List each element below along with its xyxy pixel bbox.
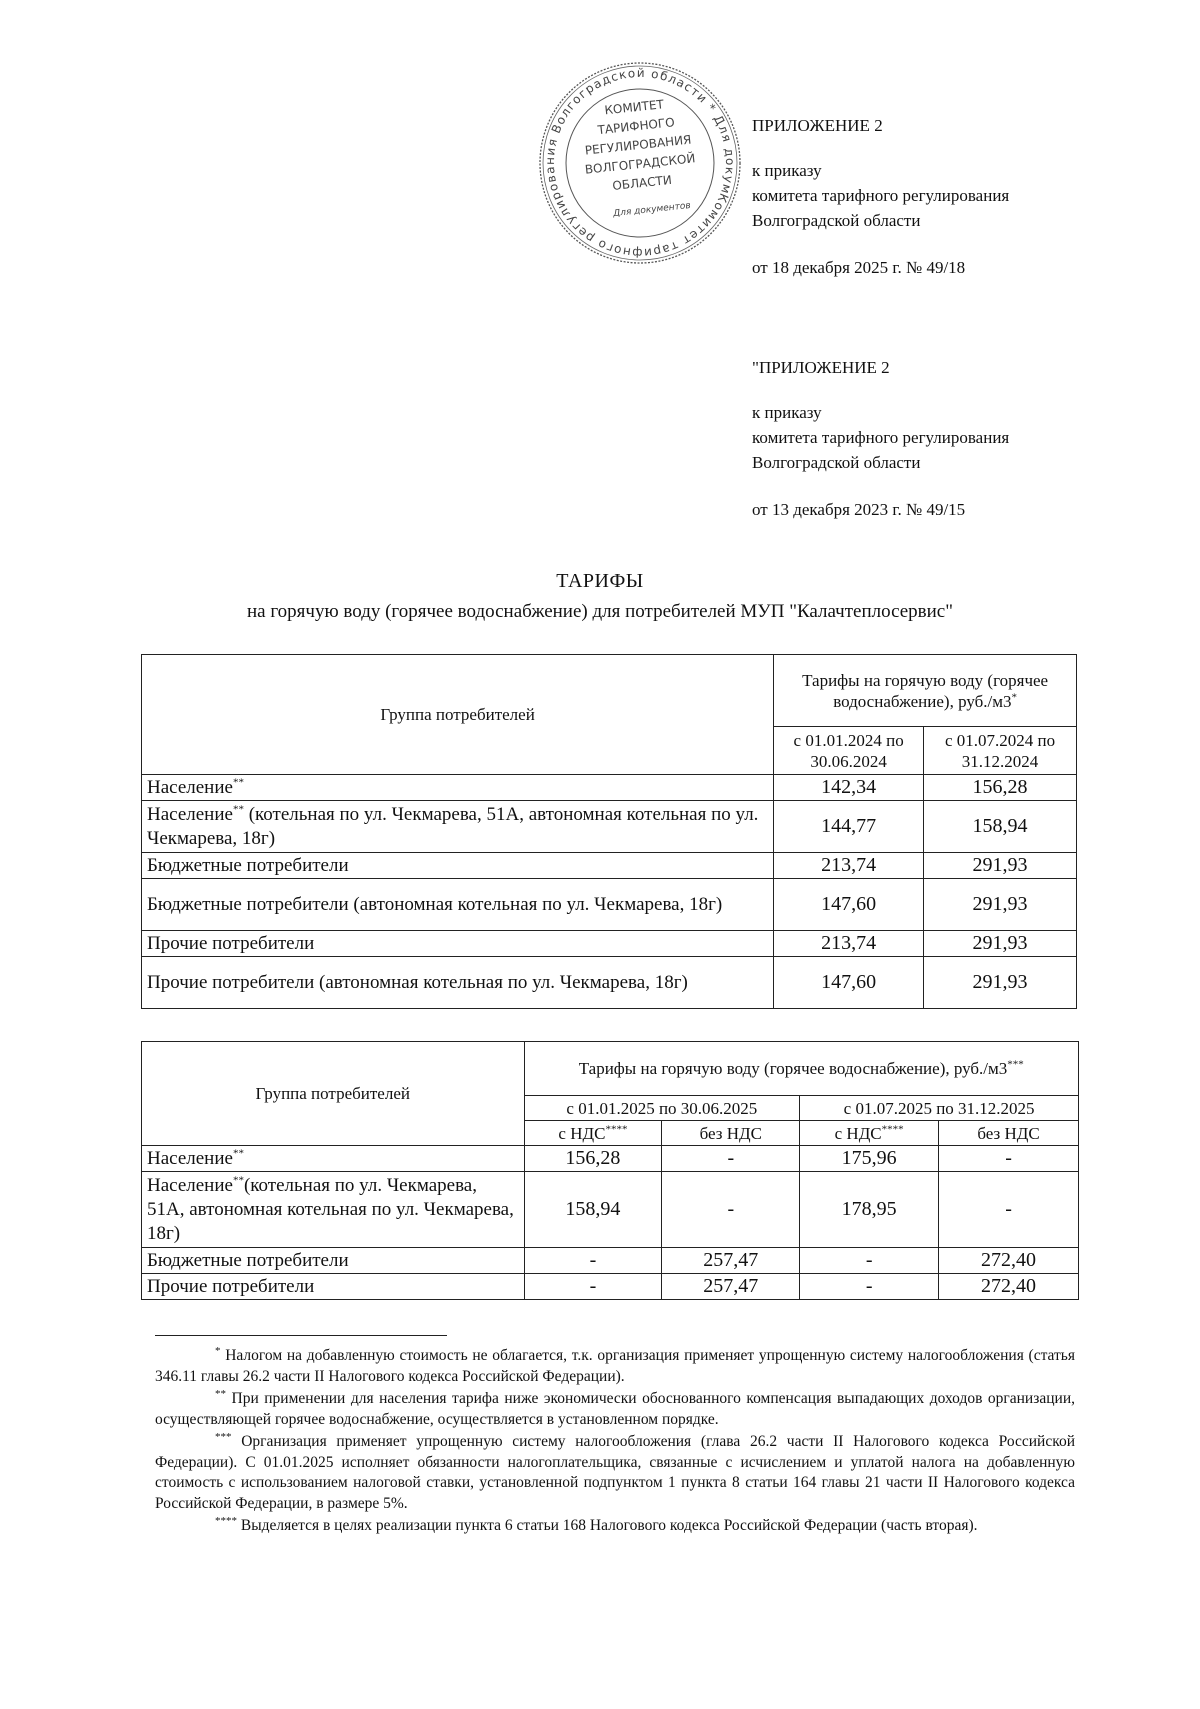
table-row: Бюджетные потребители 213,74 291,93 <box>142 853 1077 879</box>
footnote: ** При применении для населения тарифа ниже экономически обоснованного компенсация выпадающих доходов организации, осуществляющей горячее водоснабжение, осуществляется в установленном порядке. <box>155 1387 1075 1428</box>
col-header-period: с 01.01.2024 по 30.06.2024 <box>774 727 924 775</box>
tariff-value: - <box>662 1146 800 1172</box>
footnotes <box>155 1346 1075 1539</box>
table-row: Прочие потребители 213,74 291,93 <box>142 931 1077 957</box>
table-row: Прочие потребители - 257,47 - 272,40 <box>142 1274 1079 1300</box>
tariff-table-2025 <box>141 1041 1079 1300</box>
tariff-value: 291,93 <box>924 879 1077 931</box>
col-header-tariffs: Тарифы на горячую воду (горячее водоснабжение), руб./м3* <box>774 655 1077 727</box>
stamp-line: КОМИТЕТ <box>603 97 665 118</box>
tariff-value: 147,60 <box>774 957 924 1009</box>
order-date: от 13 декабря 2023 г. № 49/15 <box>752 500 966 519</box>
col-header-period: с 01.07.2024 по 31.12.2024 <box>924 727 1077 775</box>
document-title: ТАРИФЫ <box>556 570 644 592</box>
order-date: от 18 декабря 2025 г. № 49/18 <box>752 258 966 277</box>
order-ref: к приказу <box>752 161 822 180</box>
col-header-period: с 01.01.2025 по 30.06.2025 <box>524 1096 800 1121</box>
appendix-title: "ПРИЛОЖЕНИЕ 2 <box>752 358 890 377</box>
tariff-value: 156,28 <box>524 1146 662 1172</box>
footnote: * Налогом на добавленную стоимость не облагается, т.к. организация применяет упрощенную систему налогообложения (статья 346.11 главы 26.2 части II Налогового кодекса Российской Федерации). <box>155 1344 1075 1385</box>
table-row: Население** (котельная по ул. Чекмарева, 51А, автономная котельная по ул. Чекмарева, 18г) 144,77 158,94 <box>142 801 1077 853</box>
appendix-header-new <box>752 113 1009 280</box>
col-header-without-vat: без НДС <box>662 1121 800 1146</box>
table-row: Население** 142,34 156,28 <box>142 775 1077 801</box>
table-row: Прочие потребители (автономная котельная по ул. Чекмарева, 18г) 147,60 291,93 <box>142 957 1077 1009</box>
tariff-value: - <box>800 1248 939 1274</box>
document-subtitle: на горячую воду (горячее водоснабжение) для потребителей МУП "Калачтеплосервис" <box>246 601 953 622</box>
tariff-value: 142,34 <box>774 775 924 801</box>
region-name: Волгоградской области <box>752 211 921 230</box>
tariff-value: 156,28 <box>924 775 1077 801</box>
table-row: Население** 156,28 - 175,96 - <box>142 1146 1079 1172</box>
stamp-line: ВОЛГОГРАДСКОЙ <box>584 151 697 177</box>
tariff-value: - <box>939 1172 1079 1248</box>
tariff-value: 158,94 <box>524 1172 662 1248</box>
tariff-value: 178,95 <box>800 1172 939 1248</box>
official-stamp <box>535 58 745 268</box>
tariff-value: 257,47 <box>662 1274 800 1300</box>
order-ref: к приказу <box>752 403 822 422</box>
stamp-ring-text: Комитет тарифного регулирования Волгоградской области * Для документов <box>542 65 738 261</box>
stamp-bottom-text: Для документов <box>612 200 692 220</box>
tariff-value: 272,40 <box>939 1274 1079 1300</box>
col-header-group: Группа потребителей <box>142 655 774 775</box>
tariff-value: 144,77 <box>774 801 924 853</box>
col-header-with-vat: с НДС**** <box>524 1121 662 1146</box>
tariff-value: 175,96 <box>800 1146 939 1172</box>
tariff-value: 147,60 <box>774 879 924 931</box>
col-header-tariffs: Тарифы на горячую воду (горячее водоснабжение), руб./м3*** <box>524 1042 1079 1096</box>
appendix-header-old <box>752 355 1009 522</box>
table-row: Бюджетные потребители (автономная котельная по ул. Чекмарева, 18г) 147,60 291,93 <box>142 879 1077 931</box>
tariff-value: - <box>524 1248 662 1274</box>
tariff-value: 257,47 <box>662 1248 800 1274</box>
stamp-line: РЕГУЛИРОВАНИЯ <box>584 132 693 158</box>
tariff-value: 291,93 <box>924 853 1077 879</box>
footnote: *** Организация применяет упрощенную систему налогообложения (глава 26.2 части II Налогового кодекса Российской Федерации). С 01.01.2025 исполняет обязанности налогоплательщика, связанные с исчислением и уплатой налога на добавленную стоимость с использованием налоговой ставки, установленной подпунктом 1 пункта 8 статьи 164 главы 21 части II Налогового кодекса Российской Федерации, в размере 5%. <box>155 1430 1075 1512</box>
col-header-period: с 01.07.2025 по 31.12.2025 <box>800 1096 1079 1121</box>
tariff-value: - <box>939 1146 1079 1172</box>
appendix-title: ПРИЛОЖЕНИЕ 2 <box>752 116 883 135</box>
stamp-line: ТАРИФНОГО <box>596 115 676 138</box>
tariff-value: 213,74 <box>774 931 924 957</box>
tariff-value: 158,94 <box>924 801 1077 853</box>
col-header-with-vat: с НДС**** <box>800 1121 939 1146</box>
tariff-value: 291,93 <box>924 957 1077 1009</box>
region-name: Волгоградской области <box>752 453 921 472</box>
tariff-value: - <box>662 1172 800 1248</box>
footnote: **** Выделяется в целях реализации пункта 6 статьи 168 Налогового кодекса Российской Федерации (часть вторая). <box>215 1514 978 1534</box>
committee-name: комитета тарифного регулирования <box>752 428 1010 447</box>
footnote-divider <box>155 1335 447 1336</box>
table-row: Бюджетные потребители - 257,47 - 272,40 <box>142 1248 1079 1274</box>
tariff-table-2024 <box>141 654 1077 1009</box>
tariff-value: - <box>800 1274 939 1300</box>
stamp-line: ОБЛАСТИ <box>611 172 673 193</box>
col-header-group: Группа потребителей <box>142 1042 525 1146</box>
committee-name: комитета тарифного регулирования <box>752 186 1010 205</box>
col-header-without-vat: без НДС <box>939 1121 1079 1146</box>
tariff-value: - <box>524 1274 662 1300</box>
tariff-value: 291,93 <box>924 931 1077 957</box>
tariff-value: 213,74 <box>774 853 924 879</box>
table-row: Население**(котельная по ул. Чекмарева, 51А, автономная котельная по ул. Чекмарева, 18г) 158,94 - 178,95 - <box>142 1172 1079 1248</box>
tariff-value: 272,40 <box>939 1248 1079 1274</box>
